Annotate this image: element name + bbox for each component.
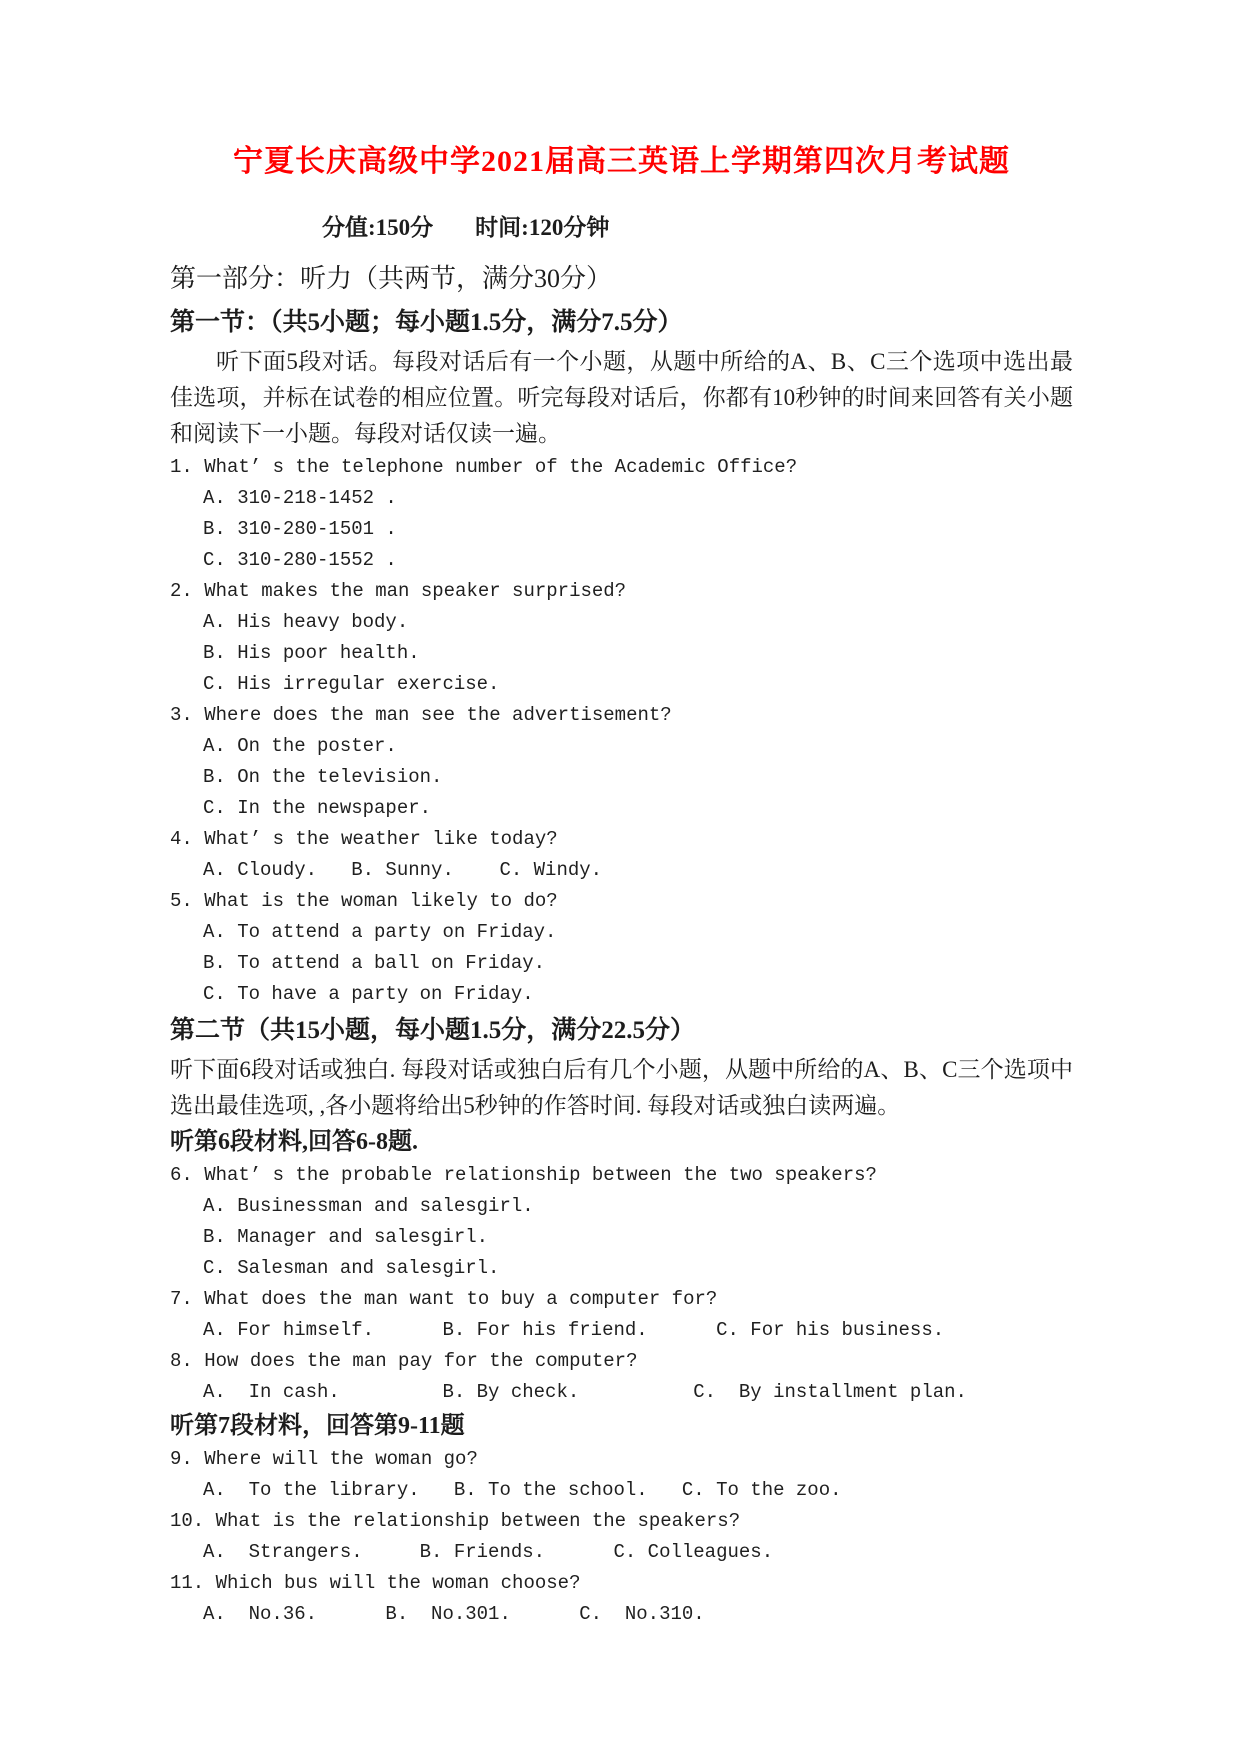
question-4-options-line: A. Cloudy. B. Sunny. C. Windy. (203, 859, 603, 881)
question-block-11 (170, 1568, 1073, 1630)
question-9-options-line: A. To the library. B. To the school. C. To the zoo. (203, 1479, 842, 1501)
question-3-option-c: C. In the newspaper. (203, 797, 432, 819)
exam-title: 宁夏长庆高级中学2021届高三英语上学期第四次月考试题 (233, 145, 1010, 178)
question-block-1 (170, 452, 1073, 576)
question-2-option-a: A. His heavy body. (203, 611, 409, 633)
question-1-text: 1. What’ s the telephone number of the Academic Office? (170, 456, 798, 478)
question-4-text: 4. What’ s the weather like today? (170, 828, 558, 850)
question-2-option-c: C. His irregular exercise. (203, 673, 500, 695)
question-block-10 (170, 1506, 1073, 1568)
question-block-2 (170, 576, 1073, 700)
question-9-text: 9. Where will the woman go? (170, 1448, 478, 1470)
question-1-option-c: C. 310-280-1552 . (203, 549, 397, 571)
question-8-options-line: A. In cash. B. By check. C. By installment plan. (203, 1381, 967, 1403)
question-block-5 (170, 886, 1073, 1010)
question-3-option-b: B. On the television. (203, 766, 443, 788)
question-block-8 (170, 1346, 1073, 1408)
question-6-option-b: B. Manager and salesgirl. (203, 1226, 489, 1248)
score-label: 分值:150分 (322, 215, 434, 240)
section2-heading: 第二节（共15小题，每小题1.5分，满分22.5分） (170, 1017, 696, 1044)
question-6-option-c: C. Salesman and salesgirl. (203, 1257, 500, 1279)
question-11-options-line: A. No.36. B. No.301. C. No.310. (203, 1603, 705, 1625)
question-7-text: 7. What does the man want to buy a computer for? (170, 1288, 718, 1310)
question-2-option-b: B. His poor health. (203, 642, 420, 664)
question-3-text: 3. Where does the man see the advertisement? (170, 704, 672, 726)
score-time-line (322, 208, 1073, 248)
question-block-7 (170, 1284, 1073, 1346)
question-3-option-a: A. On the poster. (203, 735, 397, 757)
question-block-3 (170, 700, 1073, 824)
question-block-4 (170, 824, 1073, 886)
question-block-9 (170, 1444, 1073, 1506)
question-8-text: 8. How does the man pay for the computer? (170, 1350, 638, 1372)
question-11-text: 11. Which bus will the woman choose? (170, 1572, 581, 1594)
question-10-options-line: A. Strangers. B. Friends. C. Colleagues. (203, 1541, 774, 1563)
question-2-text: 2. What makes the man speaker surprised? (170, 580, 627, 602)
question-block-6 (170, 1160, 1073, 1284)
question-10-text: 10. What is the relationship between the speakers? (170, 1510, 741, 1532)
part1-heading: 第一部分：听力（共两节，满分30分） (170, 264, 613, 293)
question-6-option-a: A. Businessman and salesgirl. (203, 1195, 534, 1217)
question-7-options-line: A. For himself. B. For his friend. C. For his business. (203, 1319, 945, 1341)
question-5-option-c: C. To have a party on Friday. (203, 983, 534, 1005)
question-1-option-a: A. 310-218-1452 . (203, 487, 397, 509)
question-6-text: 6. What’ s the probable relationship between the two speakers? (170, 1164, 877, 1186)
section2-instructions: 听下面6段对话或独白. 每段对话或独白后有几个小题，从题中所给的A、B、C三个选项中选出最佳选项, ,各小题将给出5秒钟的作答时间. 每段对话或独白读两遍。 (170, 1057, 1073, 1118)
section1-heading: 第一节：（共5小题；每小题1.5分，满分7.5分） (170, 309, 683, 336)
time-label: 时间:120分钟 (475, 215, 610, 240)
section1-instructions: 听下面5段对话。每段对话后有一个小题，从题中所给的A、B、C三个选项中选出最佳选项，并标在试卷的相应位置。听完每段对话后，你都有10秒钟的时间来回答有关小题和阅读下一小题。每段对话仅读一遍。 (170, 349, 1073, 446)
question-5-option-a: A. To attend a party on Friday. (203, 921, 557, 943)
question-5-option-b: B. To attend a ball on Friday. (203, 952, 546, 974)
material-7-heading: 听第7段材料，回答第9-11题 (170, 1413, 465, 1439)
material-6-heading: 听第6段材料,回答6-8题. (170, 1129, 418, 1155)
question-5-text: 5. What is the woman likely to do? (170, 890, 558, 912)
question-1-option-b: B. 310-280-1501 . (203, 518, 397, 540)
